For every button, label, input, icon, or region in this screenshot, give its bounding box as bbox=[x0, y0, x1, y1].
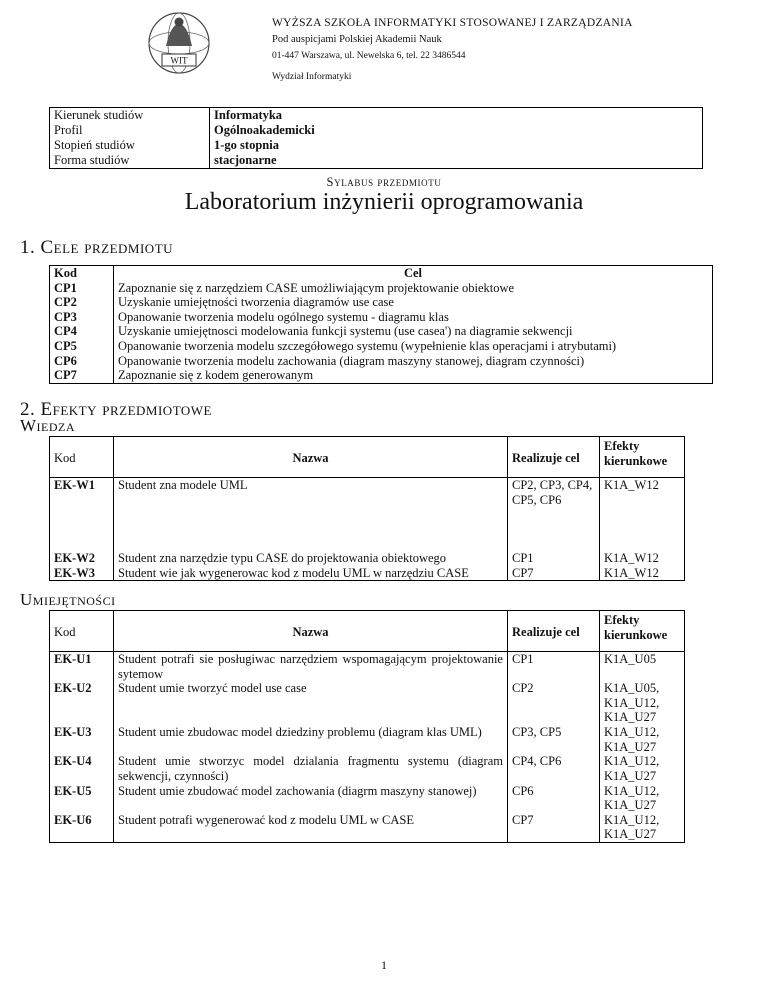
umiejetnosci-row bbox=[50, 725, 685, 754]
col-kod: Kod bbox=[50, 437, 114, 478]
effect-name: Student zna modele UML bbox=[114, 478, 508, 552]
effect-code: EK-W2 bbox=[50, 551, 114, 566]
col-kod: Kod bbox=[50, 611, 114, 652]
effect-kierunkowe: K1A_U12, K1A_U27 bbox=[600, 813, 685, 843]
info-row bbox=[50, 123, 703, 138]
goal-code: CP5 bbox=[50, 339, 114, 354]
school-name: WYŻSZA SZKOŁA INFORMATYKI STOSOWANEJ I ZARZĄDZANIA bbox=[272, 17, 633, 29]
umiejetnosci-row bbox=[50, 784, 685, 813]
goals-header-row bbox=[50, 266, 713, 281]
effect-name: Student wie jak wygenerowac kod z modelu UML w narzędziu CASE bbox=[114, 566, 508, 581]
umiejetnosci-row bbox=[50, 813, 685, 843]
umiejetnosci-heading: Umiejętności bbox=[20, 590, 116, 609]
effect-goals: CP1 bbox=[508, 652, 600, 682]
umiejetnosci-row bbox=[50, 652, 685, 682]
effect-goals: CP4, CP6 bbox=[508, 754, 600, 783]
col-nazwa: Nazwa bbox=[114, 611, 508, 652]
info-value: Informatyka bbox=[210, 108, 703, 124]
umiejetnosci-row bbox=[50, 754, 685, 783]
goals-table bbox=[49, 265, 713, 384]
wiedza-header-row bbox=[50, 437, 685, 478]
info-label: Stopień studiów bbox=[50, 138, 210, 153]
school-logo bbox=[142, 6, 216, 80]
goal-text: Opanowanie tworzenia modelu zachowania (diagram maszyny stanowej, diagram czynności) bbox=[114, 354, 713, 369]
effect-name: Student umie tworzyć model use case bbox=[114, 681, 508, 725]
info-label: Kierunek studiów bbox=[50, 108, 210, 124]
effect-code: EK-U3 bbox=[50, 725, 114, 754]
goal-row bbox=[50, 324, 713, 339]
faculty-name: Wydział Informatyki bbox=[272, 72, 352, 82]
effect-goals: CP2, CP3, CP4, CP5, CP6 bbox=[508, 478, 600, 552]
info-row bbox=[50, 108, 703, 124]
effect-code: EK-U6 bbox=[50, 813, 114, 843]
effect-kierunkowe: K1A_U05, K1A_U12, K1A_U27 bbox=[600, 681, 685, 725]
effect-kierunkowe: K1A_W12 bbox=[600, 478, 685, 552]
col-nazwa: Nazwa bbox=[114, 437, 508, 478]
effect-kierunkowe: K1A_W12 bbox=[600, 566, 685, 581]
effect-code: EK-W3 bbox=[50, 566, 114, 581]
wiedza-row bbox=[50, 551, 685, 566]
col-efekty: Efekty kierunkowe bbox=[600, 611, 685, 652]
logo-text: WIT bbox=[170, 55, 188, 66]
goal-code: CP4 bbox=[50, 324, 114, 339]
effect-code: EK-W1 bbox=[50, 478, 114, 552]
goal-text: Opanowanie tworzenia modelu szczegółowego systemu (wypełnienie klas operacjami i atrybutami) bbox=[114, 339, 713, 354]
effect-name: Student umie zbudowac model dziedziny problemu (diagram klas UML) bbox=[114, 725, 508, 754]
goal-code: CP3 bbox=[50, 310, 114, 325]
info-row bbox=[50, 138, 703, 153]
effect-code: EK-U4 bbox=[50, 754, 114, 783]
wiedza-table bbox=[49, 436, 685, 581]
effect-name: Student zna narzędzie typu CASE do projektowania obiektowego bbox=[114, 551, 508, 566]
col-cel: Cel bbox=[114, 266, 713, 281]
goal-code: CP6 bbox=[50, 354, 114, 369]
goal-row bbox=[50, 354, 713, 369]
info-value: stacjonarne bbox=[210, 153, 703, 169]
info-value: Ogólnoakademicki bbox=[210, 123, 703, 138]
info-label: Profil bbox=[50, 123, 210, 138]
effect-kierunkowe: K1A_W12 bbox=[600, 551, 685, 566]
effect-kierunkowe: K1A_U12, K1A_U27 bbox=[600, 784, 685, 813]
effect-name: Student umie zbudować model zachowania (diagrm maszyny stanowej) bbox=[114, 784, 508, 813]
info-value: 1-go stopnia bbox=[210, 138, 703, 153]
address-line: 01-447 Warszawa, ul. Newelska 6, tel. 22 3486544 bbox=[272, 51, 466, 61]
effect-code: EK-U1 bbox=[50, 652, 114, 682]
page-number: 1 bbox=[381, 958, 387, 972]
umiejetnosci-row bbox=[50, 681, 685, 725]
effect-name: Student potrafi sie posługiwac narzędziem wspomagającym projektowanie sytemow bbox=[114, 652, 508, 682]
col-realizuje: Realizuje cel bbox=[508, 437, 600, 478]
effect-code: EK-U5 bbox=[50, 784, 114, 813]
effect-goals: CP2 bbox=[508, 681, 600, 725]
effect-goals: CP7 bbox=[508, 566, 600, 581]
wiedza-row bbox=[50, 478, 685, 552]
goal-text: Opanowanie tworzenia modelu ogólnego systemu - diagramu klas bbox=[114, 310, 713, 325]
effect-goals: CP6 bbox=[508, 784, 600, 813]
col-efekty: Efekty kierunkowe bbox=[600, 437, 685, 478]
patronage-line: Pod auspicjami Polskiej Akademii Nauk bbox=[272, 34, 442, 45]
section-effects-heading: 2. Efekty przedmiotowe bbox=[20, 399, 212, 420]
umiejetnosci-table bbox=[49, 610, 685, 843]
goal-code: CP7 bbox=[50, 368, 114, 383]
goal-row bbox=[50, 295, 713, 310]
syllabus-label: Sylabus przedmiotu bbox=[326, 175, 442, 189]
col-kod: Kod bbox=[50, 266, 114, 281]
course-title: Laboratorium inżynierii oprogramowania bbox=[184, 189, 584, 215]
effect-kierunkowe: K1A_U12, K1A_U27 bbox=[600, 754, 685, 783]
effect-kierunkowe: K1A_U05 bbox=[600, 652, 685, 682]
goal-row bbox=[50, 368, 713, 383]
goal-row bbox=[50, 339, 713, 354]
goal-text: Zapoznanie się z kodem generowanym bbox=[114, 368, 713, 383]
effect-name: Student potrafi wygenerować kod z modelu UML w CASE bbox=[114, 813, 508, 843]
effect-name: Student umie stworzyc model dzialania fragmentu systemu (diagram sekwencji, czynności) bbox=[114, 754, 508, 783]
study-info-table bbox=[49, 107, 703, 169]
goal-text: Uzyskanie umiejętności tworzenia diagramów use case bbox=[114, 295, 713, 310]
effect-code: EK-U2 bbox=[50, 681, 114, 725]
goal-row bbox=[50, 310, 713, 325]
umiejetnosci-header-row bbox=[50, 611, 685, 652]
effect-goals: CP1 bbox=[508, 551, 600, 566]
info-label: Forma studiów bbox=[50, 153, 210, 169]
wiedza-heading: Wiedza bbox=[20, 416, 76, 435]
goal-row bbox=[50, 281, 713, 296]
goal-text: Uzyskanie umiejętnosci modelowania funkcji systemu (use casea') na diagramie sekwencji bbox=[114, 324, 713, 339]
goal-code: CP2 bbox=[50, 295, 114, 310]
wiedza-row bbox=[50, 566, 685, 581]
section-goals-heading: 1. Cele przedmiotu bbox=[20, 237, 174, 258]
effect-goals: CP3, CP5 bbox=[508, 725, 600, 754]
effect-kierunkowe: K1A_U12, K1A_U27 bbox=[600, 725, 685, 754]
info-row bbox=[50, 153, 703, 169]
col-realizuje: Realizuje cel bbox=[508, 611, 600, 652]
goal-code: CP1 bbox=[50, 281, 114, 296]
effect-goals: CP7 bbox=[508, 813, 600, 843]
goal-text: Zapoznanie się z narzędziem CASE umożliwiającym projektowanie obiektowe bbox=[114, 281, 713, 296]
